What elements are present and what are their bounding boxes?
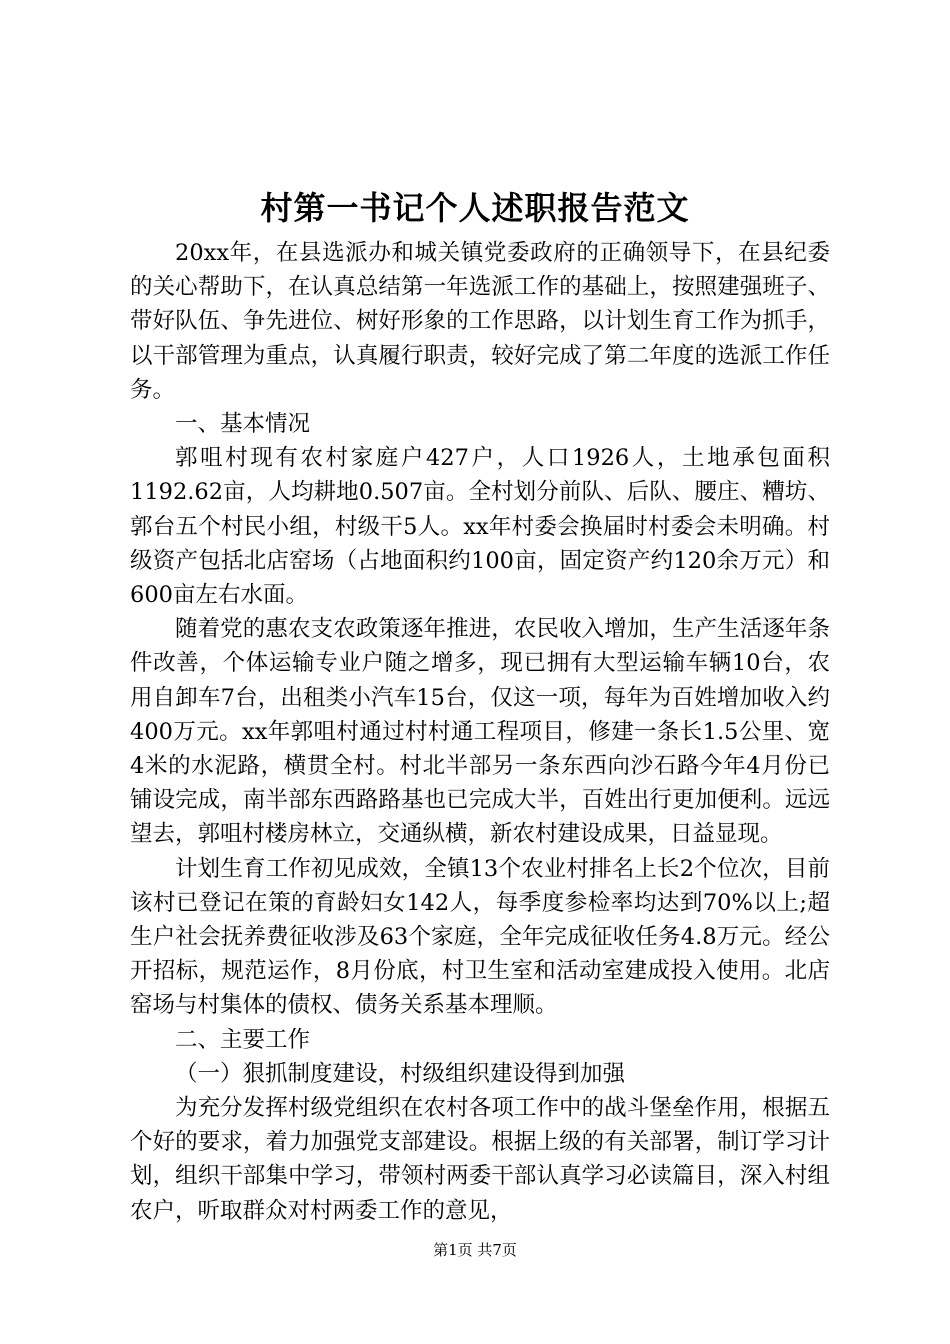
document-title: 村第一书记个人述职报告范文 <box>260 189 690 227</box>
paragraph-income-roads: 随着党的惠农支农政策逐年推进，农民收入增加，生产生活逐年条件改善，个体运输专业户随之增多，现已拥有大型运输车辆10台，农用自卸车7台，出租类小汽车15台，仅这一项，每年为百姓增加收入约400万元。xx年郭咀村通过村村通工程项目，修建一条长1.5公里、宽4米的水泥路，横贯全村。村北半部另一条东西向沙石路今年4月份已铺设完成，南半部东西路路基也已完成大半，百姓出行更加便利。远远望去，郭咀村楼房林立，交通纵横，新农村建设成果，日益显现。 <box>130 616 830 848</box>
paragraph-party-building: 为充分发挥村级党组织在农村各项工作中的战斗堡垒作用，根据五个好的要求，着力加强党支部建设。根据上级的有关部署，制订学习计划，组织干部集中学习，带领村两委干部认真学习必读篇目，深入村组农户，听取群众对村两委工作的意见， <box>130 1095 830 1224</box>
document-body <box>130 236 830 1228</box>
page-number-footer: 第1页 共7页 <box>433 1241 517 1259</box>
section-heading-main-work: 二、主要工作 <box>175 1026 311 1053</box>
paragraph-intro: 20xx年，在县选派办和城关镇党委政府的正确领导下，在县纪委的关心帮助下，在认真总结第一年选派工作的基础上，按照建强班子、带好队伍、争先进位、树好形象的工作思路，以计划生育工作为抓手，以干部管理为重点，认真履行职责，较好完成了第二年度的选派工作任务。 <box>130 240 830 403</box>
paragraph-village-overview: 郭咀村现有农村家庭户427户，人口1926人，土地承包面积1192.62亩，人均耕地0.507亩。全村划分前队、后队、腰庄、糟坊、郭台五个村民小组，村级干5人。xx年村委会换届时村委会未明确。村级资产包括北店窑场（占地面积约100亩，固定资产约120余万元）和600亩左右水面。 <box>130 445 830 609</box>
section-heading-basic-situation: 一、基本情况 <box>175 411 311 438</box>
subsection-heading-system-building: （一）狠抓制度建设，村级组织建设得到加强 <box>175 1060 626 1087</box>
paragraph-family-planning: 计划生育工作初见成效，全镇13个农业村排名上长2个位次，目前该村已登记在策的育龄妇女142人，每季度参检率均达到70%以上;超生户社会抚养费征收涉及63个家庭，全年完成征收任务4.8万元。经公开招标，规范运作，8月份底，村卫生室和活动室建成投入使用。北店窑场与村集体的债权、债务关系基本理顺。 <box>130 855 830 1019</box>
